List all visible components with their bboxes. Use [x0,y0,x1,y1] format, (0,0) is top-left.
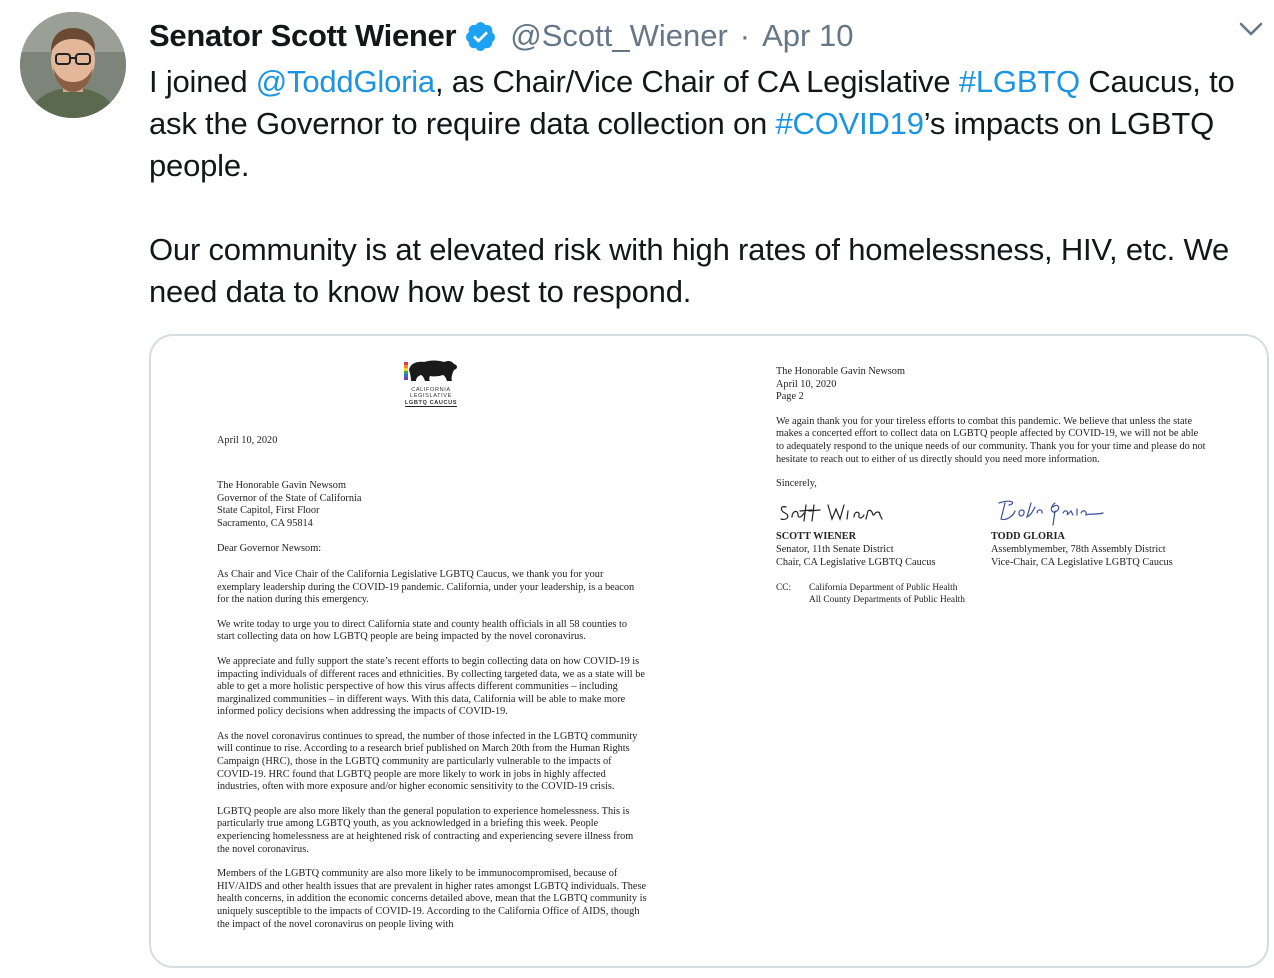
tweet-text [149,61,1269,313]
letter-paragraph: Members of the LGBTQ community are also more likely to be immunocompromised, because of HIV/AIDS and other health issues that are prevalent in higher rates amongst LGBTQ individuals. These health concerns, in addition the economic concerns detailed above, mean that the LGBTQ community is uniquely susceptible to the impacts of COVID-19. According to the California Office of AIDS, though the impact of the novel coronavirus on people living with [217,868,647,930]
caucus-logo [401,356,461,407]
page2-closing: Sincerely, [776,478,817,490]
verified-badge-icon [464,20,497,53]
letter-paragraph: As the novel coronavirus continues to spread, the number of those infected in the LGBTQ community will continue to rise. According to a research brief published on March 20th from the Human Rights Campaign (HRC), those in the LGBTQ community are particularly vulnerable to the impacts of COVID-19. HRC found that LGBTQ people are more likely to work in jobs in highly affected industries, often with more exposure and/or higher economic sensitivity to the COVID-19 crisis. [217,730,638,793]
author-avatar[interactable] [20,12,126,118]
logo-line-3: LGBTQ CAUCUS [404,399,458,406]
signer-name: SCOTT WIENER [776,531,857,543]
cc-block [776,583,1206,606]
wiener-signature-icon [776,497,886,527]
author-name[interactable]: Senator Scott Wiener [149,18,457,53]
logo-line-1: CALIFORNIA [411,386,451,393]
hashtag-lgbtq-link[interactable]: #LGBTQ [958,64,1080,99]
page2-header-line: The Honorable Gavin Newsom [776,366,905,377]
letter-page-1 [217,356,647,931]
tweet-paragraph-1: I joined @ToddGloria, as Chair/Vice Chair of CA Legislative #LGBTQ Caucus, to ask the Governor to require data collection on #COVID19’s impacts on LGBTQ people. [149,64,1235,183]
cc-item: All County Departments of Public Health [809,594,965,605]
chevron-down-icon[interactable] [1236,18,1266,40]
letter-salutation: Dear Governor Newsom: [217,543,322,555]
logo-line-2: LEGISLATIVE [410,393,452,400]
tweet-header [149,14,853,58]
letter-address: The Honorable Gavin Newsom Governor of the State of California State Capitol, First Floor Sacramento, CA 95814 [217,479,362,529]
letter-paragraph: We write today to urge you to direct California state and county health officials in all 58 counties to start collecting data on how LGBTQ people are being impacted by the novel coronavirus. [217,618,627,643]
letter-date: April 10, 2020 [217,435,278,447]
bear-icon [402,356,460,382]
tweet-media-image[interactable] [149,334,1269,968]
gloria-signature-icon [991,497,1121,527]
signature-block [776,497,1206,569]
tweet-paragraph-2: Our community is at elevated risk with high rates of homelessness, HIV, etc. We need data to know how best to respond. [149,232,1229,309]
signer-title: Senator, 11th Senate District [776,543,894,555]
cc-label: CC: [776,583,792,594]
letter-paragraph: We appreciate and fully support the state’s recent efforts to begin collecting data on how COVID-19 is impacting individuals of different races and ethnicities. By collecting targeted data, we as a state will be able to get a more holistic perspective of how this virus affects different communities – including marginalized communities – in different ways. With this data, California will be able to make more informed policy decisions when addressing the impacts of COVID-19. [217,655,645,718]
page2-header-line: April 10, 2020 [776,378,837,390]
mention-link[interactable]: @ToddGloria [255,64,435,99]
author-handle[interactable]: @Scott_Wiener [510,18,728,53]
page2-header-line: Page 2 [776,391,804,403]
letter-page-2 [776,366,1206,606]
tweet-date[interactable]: Apr 10 [762,18,854,53]
signer-role: Chair, CA Legislative LGBTQ Caucus [776,556,936,568]
signer-title: Assemblymember, 78th Assembly District [991,543,1166,555]
header-separator: · [739,18,751,53]
signer-wiener [776,497,991,569]
hashtag-covid19-link[interactable]: #COVID19 [775,106,924,141]
letter-paragraph: As Chair and Vice Chair of the California Legislative LGBTQ Caucus, we thank you for your exemplary leadership during the COVID-19 pandemic. California, under your leadership, is a beacon for the nation during this emergency. [217,568,635,606]
signer-name: TODD GLORIA [991,531,1065,543]
letter-paragraph: LGBTQ people are also more likely than the general population to experience homelessness. This is particularly true among LGBTQ youth, as you acknowledged in a briefing this week. People experiencing homelessness are at heightened risk of contracting and experiencing severe illness from the novel coronavirus. [217,805,634,855]
cc-list [809,583,965,606]
cc-item: California Department of Public Health [809,583,958,594]
signer-role: Vice-Chair, CA Legislative LGBTQ Caucus [991,556,1173,568]
signer-gloria [991,497,1206,569]
page2-body: We again thank you for your tireless efforts to combat this pandemic. We believe that unless the state makes a concerted effort to collect data on LGBTQ people affected by COVID-19, we will not be able to adequately respond to the unique needs of our community. Thank you for your time and please do not hesitate to reach out to either of us directly should you need more information. [776,415,1206,465]
